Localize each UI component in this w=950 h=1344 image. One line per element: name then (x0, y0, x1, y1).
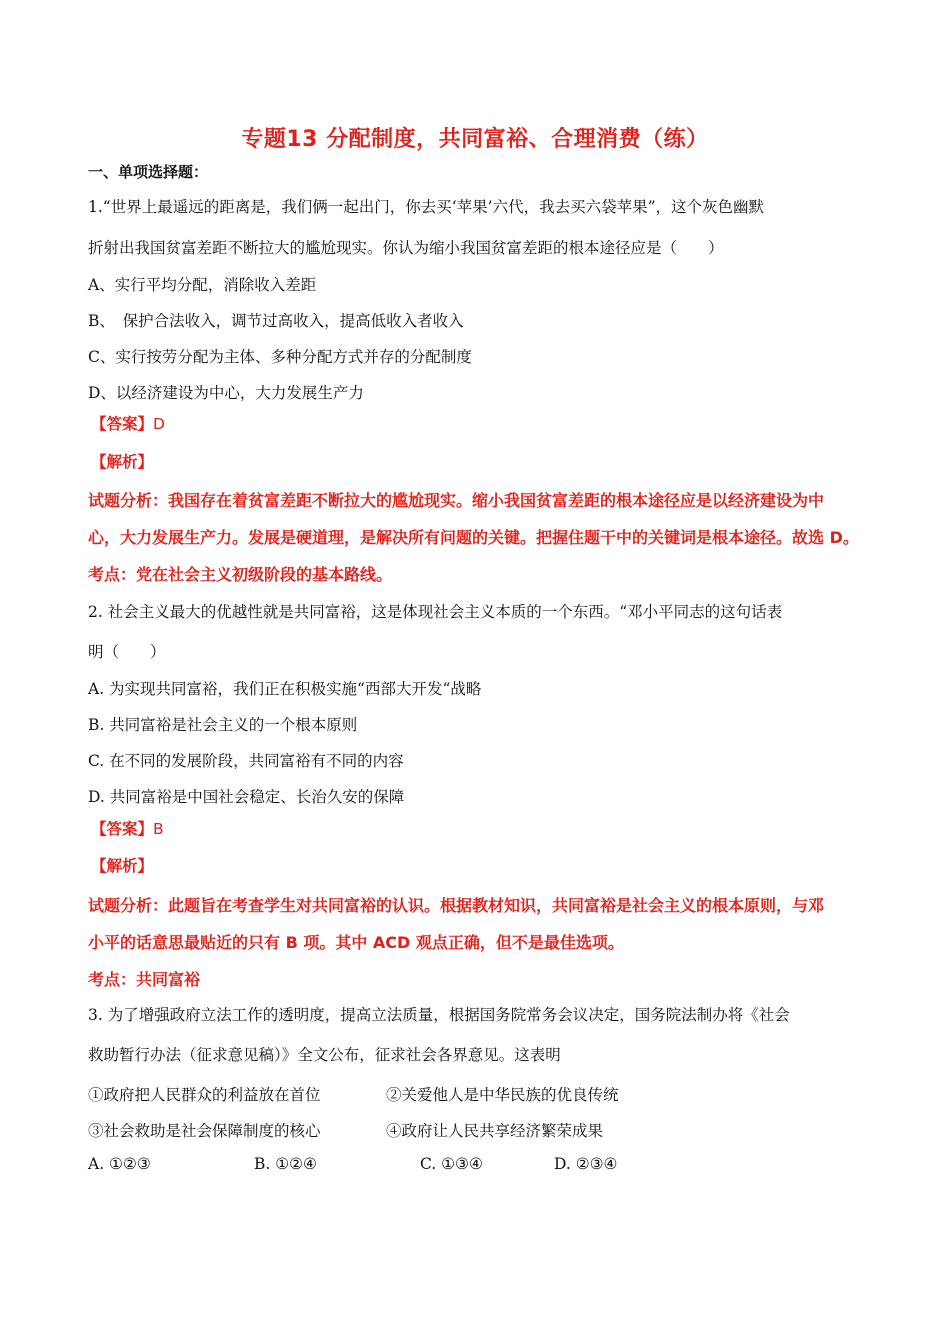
q2-option-c: C. 在不同的发展阶段，共同富裕有不同的内容 (88, 752, 404, 770)
q3-stem-line2: 救助暂行办法（征求意见稿）》全文公布，征求社会各界意见。这表明 (88, 1046, 561, 1064)
q2-analysis-label: 【解析】 (91, 857, 154, 875)
q2-option-a: A. 为实现共同富裕，我们正在积极实施“西部大开发“战略 (88, 680, 482, 698)
answer-label: 【答案】 (91, 820, 154, 838)
q2-stem-line1: 2. 社会主义最大的优越性就是共同富裕，这是体现社会主义本质的一个东西。“邓小平同志的这句话表 (88, 603, 783, 621)
q2-analysis-line2: 小平的话意思最贴近的只有 B 项。其中 ACD 观点正确，但不是最佳选项。 (88, 933, 624, 952)
q3-option-b: B. ①②④ (254, 1155, 317, 1173)
q3-statement-3: ③社会救助是社会保障制度的核心 (88, 1122, 321, 1140)
q1-stem-line1: 1.“世界上最遥远的距离是，我们俩一起出门，你去买‘苹果’六代，我去买六袋苹果”，这个灰色幽默 (88, 198, 764, 216)
answer-label: 【答案】 (91, 415, 154, 433)
q3-option-c: C. ①③④ (420, 1155, 483, 1173)
q2-stem-line2: 明（ ） (88, 643, 166, 661)
q3-statement-2: ②关爱他人是中华民族的优良传统 (386, 1086, 619, 1104)
q1-analysis-label: 【解析】 (91, 453, 154, 471)
q1-analysis-line1: 试题分析：我国存在着贫富差距不断拉大的尴尬现实。缩小我国贫富差距的根本途径应是以经济建设为中 (88, 491, 825, 510)
q1-option-c: C、实行按劳分配为主体、多种分配方式并存的分配制度 (88, 348, 472, 366)
q2-analysis-line1: 试题分析：此题旨在考查学生对共同富裕的认识。根据教材知识，共同富裕是社会主义的根本原则，与邓 (88, 896, 825, 915)
q2-answer (91, 822, 164, 838)
page-title: 专题13 分配制度，共同富裕、合理消费（练） (241, 127, 709, 152)
section-heading: 一、单项选择题： (88, 163, 209, 181)
q1-answer (91, 417, 165, 433)
q1-option-d: D、以经济建设为中心，大力发展生产力 (88, 384, 364, 402)
q1-option-a: A、实行平均分配，消除收入差距 (88, 276, 317, 294)
q2-option-d: D. 共同富裕是中国社会稳定、长治久安的保障 (88, 788, 405, 806)
q3-stem-line1: 3. 为了增强政府立法工作的透明度，提高立法质量，根据国务院常务会议决定，国务院法制办将《社会 (88, 1006, 790, 1024)
q1-point: 考点：党在社会主义初级阶段的基本路线。 (88, 565, 393, 584)
q1-stem-line2: 折射出我国贫富差距不断拉大的尴尬现实。你认为缩小我国贫富差距的根本途径应是（ ） (88, 239, 724, 257)
answer-value: B (153, 820, 164, 838)
answer-value: D (153, 415, 165, 433)
q1-option-b: B、 保护合法收入，调节过高收入，提高低收入者收入 (88, 312, 464, 330)
q2-point: 考点：共同富裕 (88, 970, 201, 989)
q3-option-a: A. ①②③ (88, 1155, 151, 1173)
q3-option-d: D. ②③④ (554, 1155, 618, 1173)
q3-statement-1: ①政府把人民群众的利益放在首位 (88, 1086, 321, 1104)
q1-analysis-line2: 心，大力发展生产力。发展是硬道理，是解决所有问题的关键。把握住题干中的关键词是根本途径。故选 D。 (88, 528, 859, 547)
q2-option-b: B. 共同富裕是社会主义的一个根本原则 (88, 716, 358, 734)
q3-statement-4: ④政府让人民共享经济繁荣成果 (386, 1122, 604, 1140)
